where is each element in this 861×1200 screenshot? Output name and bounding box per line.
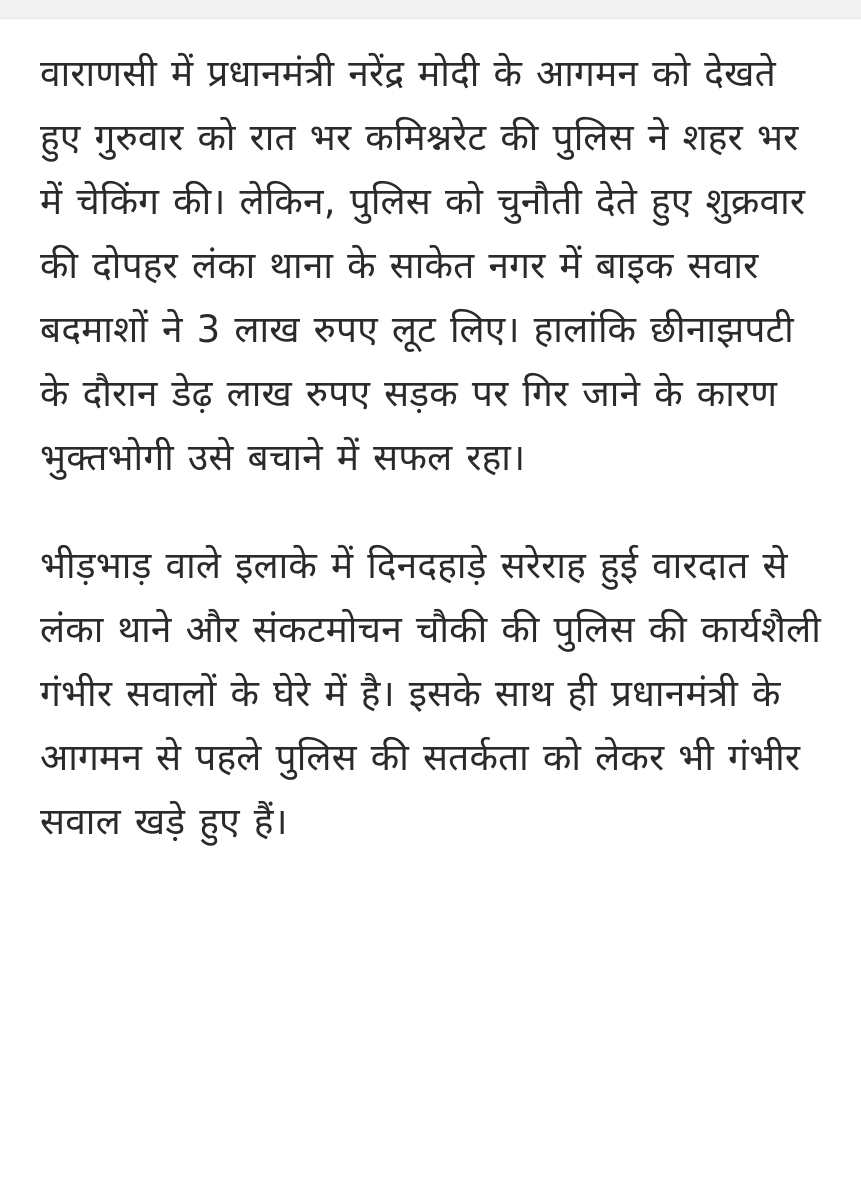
top-bar (0, 0, 861, 19)
article-paragraph-1: वाराणसी में प्रधानमंत्री नरेंद्र मोदी के आगमन को देखते हुए गुरुवार को रात भर कमिश्नरेट की पुलिस ने शहर भर में चेकिंग की। लेकिन, पुलिस को चुनौती देते हुए शुक्रवार की दोपहर लंका थाना के साकेत नगर में बाइक सवार बदमाशों ने 3 लाख रुपए लूट लिए। हालांकि छीनाझपटी के दौरान डेढ़ लाख रुपए सड़क पर गिर जाने के कारण भुक्तभोगी उसे बचाने में सफल रहा। (40, 52, 806, 479)
article-body (40, 42, 830, 854)
article-paragraph-2: भीड़भाड़ वाले इलाके में दिनदहाड़े सरेराह हुई वारदात से लंका थाने और संकटमोचन चौकी की पुलिस की कार्यशैली गंभीर सवालों के घेरे में है। इसके साथ ही प्रधानमंत्री के आगमन से पहले पुलिस की सतर्कता को लेकर भी गंभीर सवाल खड़े हुए हैं। (40, 544, 821, 843)
